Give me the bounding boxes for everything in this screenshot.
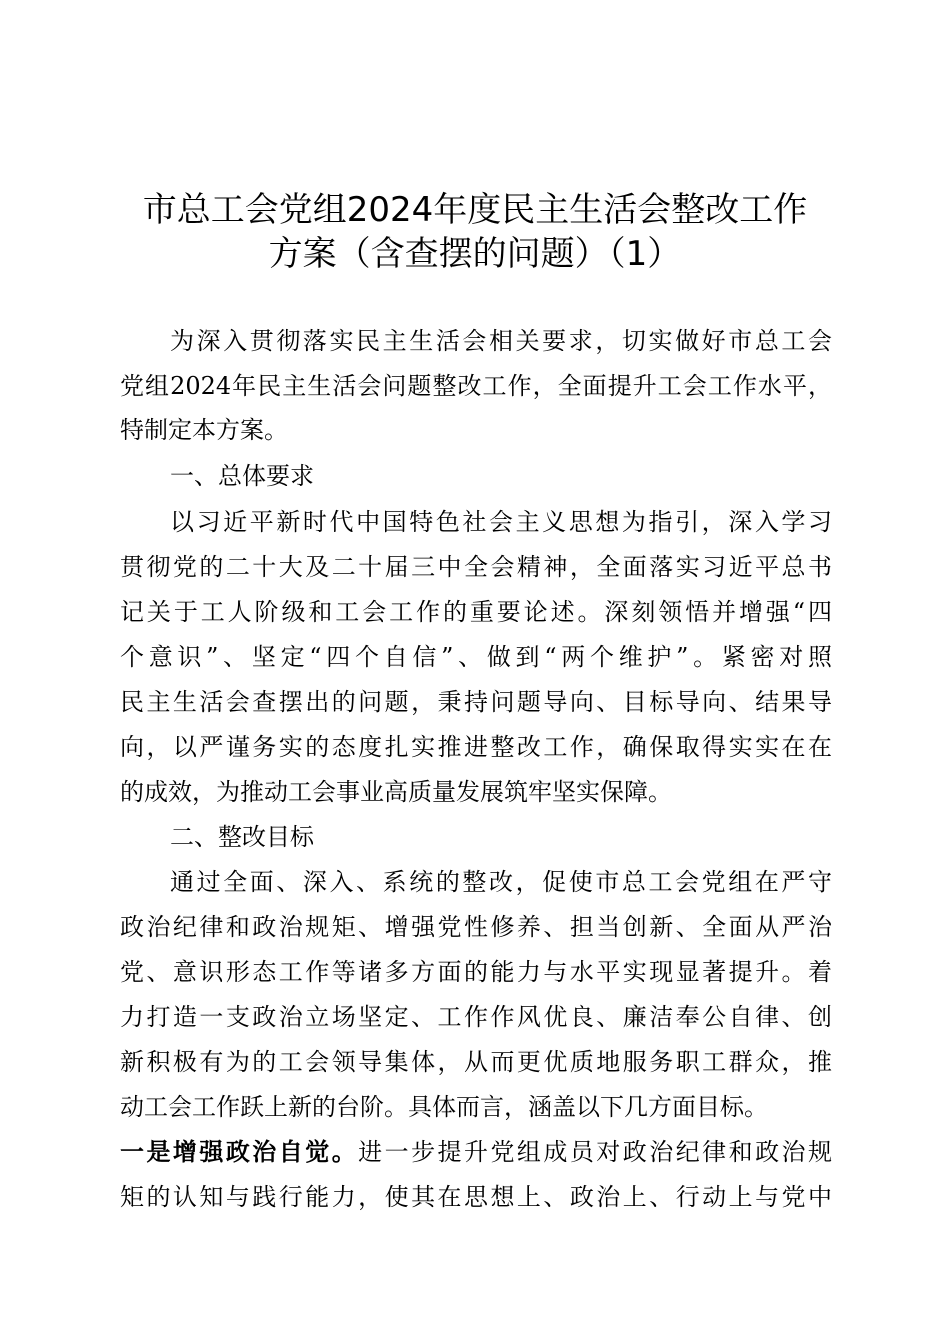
- intro-line-2: 党组2024年民主生活会问题整改工作，全面提升工会工作水平，: [120, 372, 832, 400]
- point-1-heading: 一是增强政治自觉。: [120, 1138, 359, 1166]
- point-1-line-1: [120, 1137, 832, 1167]
- section-2-line-6: 动工会工作跃上新的台阶。具体而言，涵盖以下几方面目标。: [120, 1093, 768, 1121]
- section-1-line-2: 贯彻党的二十大及二十届三中全会精神，全面落实习近平总书: [120, 553, 832, 581]
- section-2-line-3: 党、意识形态工作等诸多方面的能力与水平实现显著提升。着: [120, 958, 832, 986]
- document-title-line-1: 市总工会党组2024年度民主生活会整改工作: [142, 190, 808, 230]
- section-1-heading: 一、总体要求: [170, 462, 314, 490]
- section-2-line-5: 新积极有为的工会领导集体，从而更优质地服务职工群众，推: [120, 1048, 832, 1076]
- section-1-line-6: 向，以严谨务实的态度扎实推进整改工作，确保取得实实在在: [120, 733, 832, 761]
- section-2-line-1: 通过全面、深入、系统的整改，促使市总工会党组在严守: [170, 868, 832, 896]
- intro-line-3: 特制定本方案。: [120, 416, 288, 444]
- section-2-heading: 二、整改目标: [170, 823, 314, 851]
- section-2-line-4: 力打造一支政治立场坚定、工作作风优良、廉洁奉公自律、创: [120, 1003, 832, 1031]
- section-1-line-1: 以习近平新时代中国特色社会主义思想为指引，深入学习: [170, 508, 832, 536]
- point-1-text: 进一步提升党组成员对政治纪律和政治规: [358, 1138, 832, 1166]
- intro-line-1: 为深入贯彻落实民主生活会相关要求，切实做好市总工会: [170, 327, 832, 355]
- section-2-line-2: 政治纪律和政治规矩、增强党性修养、担当创新、全面从严治: [120, 913, 832, 941]
- section-1-line-4: 个意识”、坚定“四个自信”、做到“两个维护”。紧密对照: [120, 643, 832, 671]
- point-1-line-2: 矩的认知与践行能力，使其在思想上、政治上、行动上与党中: [120, 1183, 832, 1211]
- document-title-line-2: 方案（含查摆的问题）（1）: [268, 234, 682, 274]
- section-1-line-5: 民主生活会查摆出的问题，秉持问题导向、目标导向、结果导: [120, 688, 832, 716]
- section-1-line-3: 记关于工人阶级和工会工作的重要论述。深刻领悟并增强“四: [120, 598, 832, 626]
- section-1-line-7: 的成效，为推动工会事业高质量发展筑牢坚实保障。: [120, 778, 672, 806]
